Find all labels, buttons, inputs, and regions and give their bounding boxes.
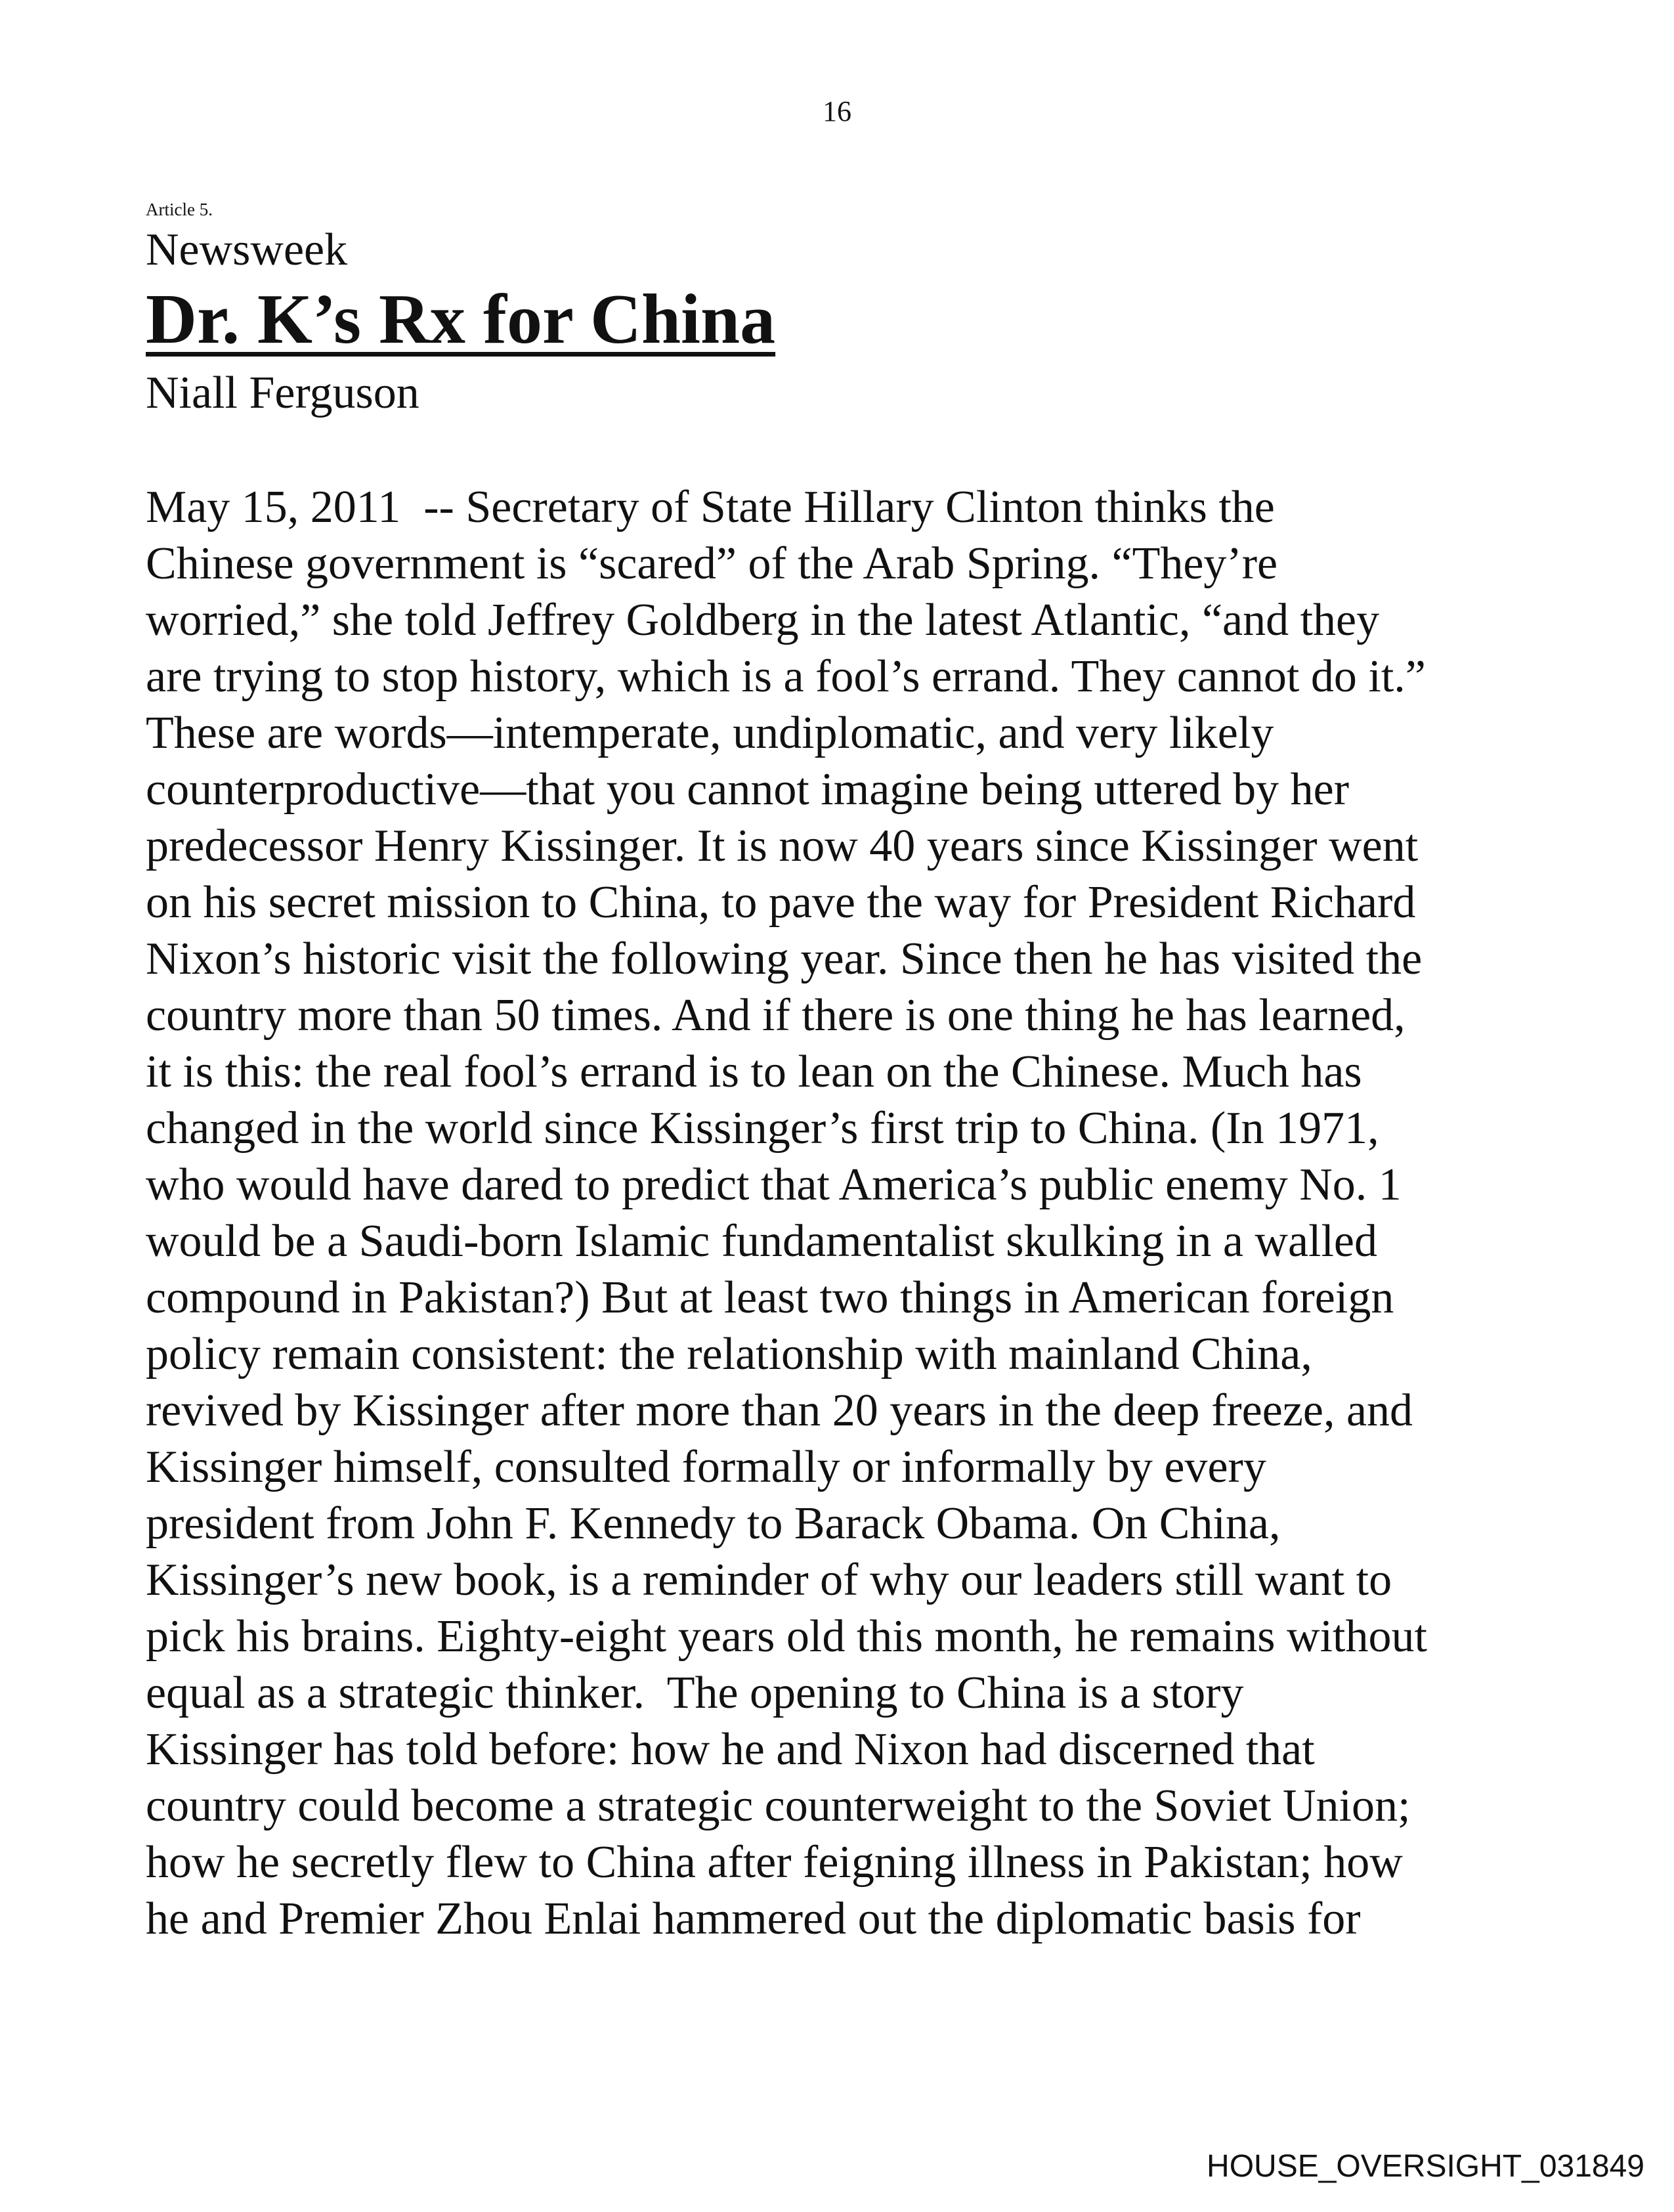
- body-line: Chinese government is “scared” of the Arab Spring. “They’re: [146, 538, 1278, 589]
- article-body: [146, 479, 1551, 1947]
- article-title: Dr. K’s Rx for China: [146, 280, 776, 358]
- body-line: it is this: the real fool’s errand is to lean on the Chinese. Much has: [146, 1047, 1362, 1097]
- body-line: president from John F. Kennedy to Barack Obama. On China,: [146, 1498, 1281, 1549]
- body-line: who would have dared to predict that America’s public enemy No. 1: [146, 1160, 1402, 1210]
- body-line: on his secret mission to China, to pave the way for President Richard: [146, 877, 1416, 928]
- body-line: changed in the world since Kissinger’s first trip to China. (In 1971,: [146, 1103, 1379, 1154]
- body-line: country could become a strategic counterweight to the Soviet Union;: [146, 1781, 1411, 1831]
- body-line: Nixon’s historic visit the following year. Since then he has visited the: [146, 934, 1423, 984]
- document-id-stamp: HOUSE_OVERSIGHT_031849: [1207, 2149, 1644, 2184]
- page-number: 16: [823, 95, 851, 127]
- body-line: pick his brains. Eighty-eight years old this month, he remains without: [146, 1611, 1427, 1662]
- body-line: May 15, 2011 -- Secretary of State Hillary Clinton thinks the: [146, 482, 1275, 532]
- body-line: equal as a strategic thinker. The opening to China is a story: [146, 1668, 1244, 1718]
- body-line: counterproductive—that you cannot imagine being uttered by her: [146, 764, 1350, 815]
- body-line: predecessor Henry Kissinger. It is now 40 years since Kissinger went: [146, 821, 1419, 871]
- body-line: Kissinger’s new book, is a reminder of why our leaders still want to: [146, 1555, 1392, 1605]
- body-line: would be a Saudi-born Islamic fundamentalist skulking in a walled: [146, 1216, 1377, 1267]
- body-line: compound in Pakistan?) But at least two things in American foreign: [146, 1272, 1394, 1323]
- body-line: revived by Kissinger after more than 20 years in the deep freeze, and: [146, 1385, 1413, 1436]
- body-line: are trying to stop history, which is a fool’s errand. They cannot do it.”: [146, 651, 1426, 702]
- body-line: Kissinger has told before: how he and Nixon had discerned that: [146, 1724, 1315, 1775]
- body-line: worried,” she told Jeffrey Goldberg in the latest Atlantic, “and they: [146, 595, 1380, 645]
- body-line: he and Premier Zhou Enlai hammered out the diplomatic basis for: [146, 1894, 1361, 1944]
- body-line: how he secretly flew to China after feigning illness in Pakistan; how: [146, 1837, 1403, 1888]
- body-line: These are words—intemperate, undiplomatic, and very likely: [146, 708, 1274, 758]
- body-line: policy remain consistent: the relationship with mainland China,: [146, 1329, 1312, 1379]
- article-label: Article 5.: [146, 200, 213, 219]
- body-line: country more than 50 times. And if there is one thing he has learned,: [146, 990, 1406, 1041]
- body-line: Kissinger himself, consulted formally or informally by every: [146, 1442, 1266, 1492]
- publication-name: Newsweek: [146, 225, 348, 275]
- article-author: Niall Ferguson: [146, 368, 419, 418]
